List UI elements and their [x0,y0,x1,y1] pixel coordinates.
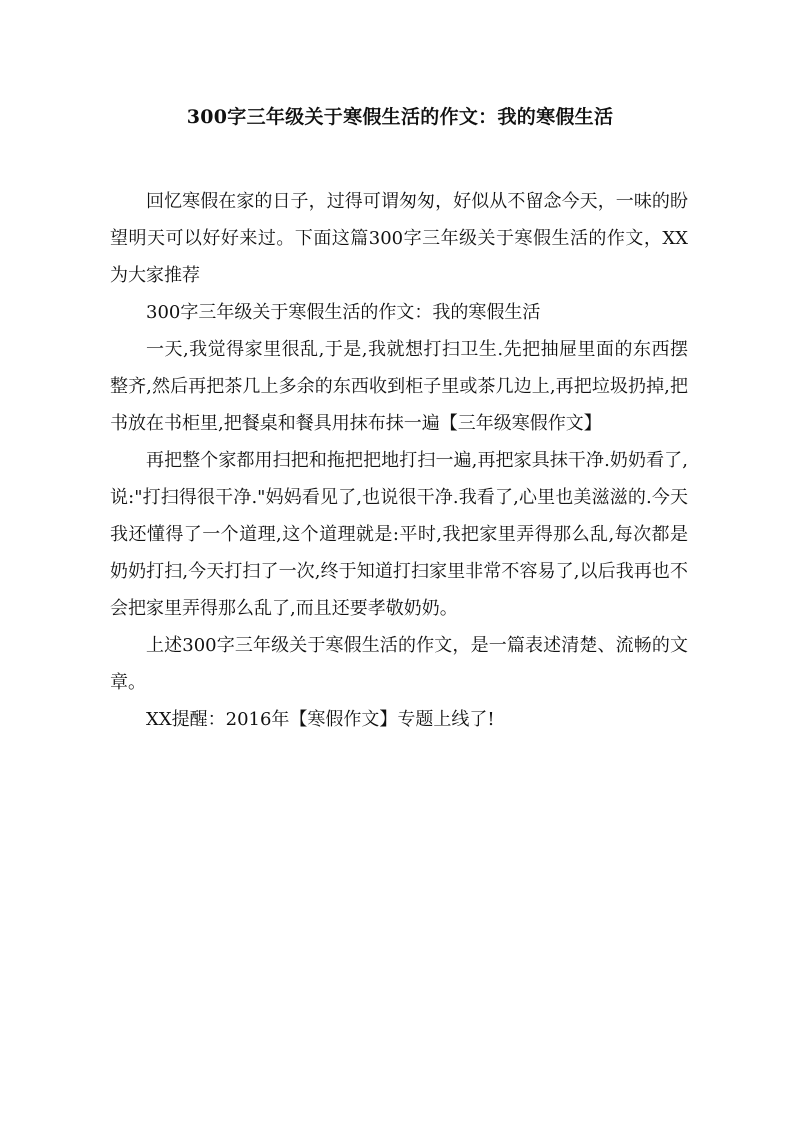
subtitle-paragraph: 300字三年级关于寒假生活的作文：我的寒假生活 [146,302,541,323]
summary-paragraph: 上述300字三年级关于寒假生活的作文，是一篇表述清楚、流畅的文章。 [110,635,688,693]
related-essay-link[interactable]: 【三年级寒假作文】 [439,413,602,434]
story-paragraph-1 [110,331,688,442]
story-paragraph-1-text: 一天,我觉得家里很乱,于是,我就想打扫卫生.先把抽屉里面的东西摆整齐,然后再把茶几上多余的东西收到柜子里或茶几边上,再把垃圾扔掉,把书放在书柜里,把餐桌和餐具用抹布抹一遍 [110,339,688,434]
story-paragraph-2: 再把整个家都用扫把和拖把把地打扫一遍,再把家具抹干净.奶奶看了,说:"打扫得很干净."妈妈看见了,也说很干净.我看了,心里也美滋滋的.今天我还懂得了一个道理,这个道理就是:平时,我把家里弄得那么乱,每次都是奶奶打扫,今天打扫了一次,终于知道打扫家里非常不容易了,以后我再也不会把家里弄得那么乱了,而且还要孝敬奶奶。 [110,450,688,619]
intro-paragraph: 回忆寒假在家的日子，过得可谓匆匆，好似从不留念今天，一味的盼望明天可以好好来过。下面这篇300字三年级关于寒假生活的作文，XX为大家推荐 [110,191,688,286]
document-body [110,183,688,738]
reminder-paragraph: XX提醒：2016年【寒假作文】专题上线了! [146,709,495,730]
document-title: 300字三年级关于寒假生活的作文：我的寒假生活 [186,106,614,128]
